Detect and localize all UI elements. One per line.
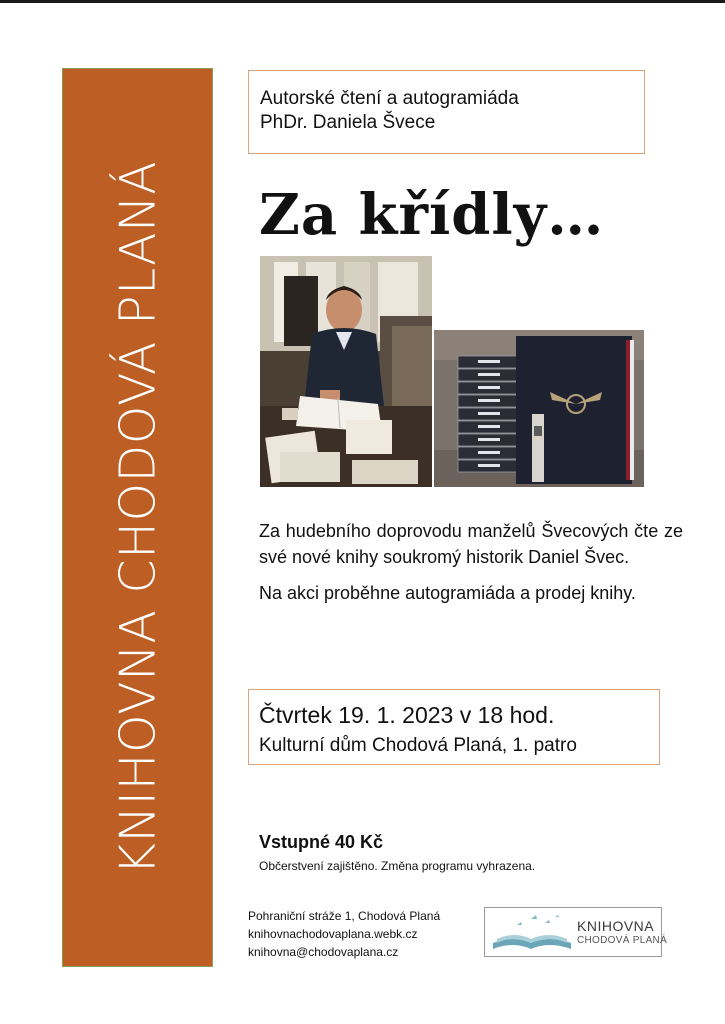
books-photo — [434, 330, 644, 487]
description-paragraph-sale: Na akci proběhne autogramiáda a prodej knihy. — [259, 583, 636, 603]
event-date-time: Čtvrtek 19. 1. 2023 v 18 hod. — [259, 702, 555, 728]
book-title: Za křídly… — [259, 182, 605, 248]
event-type-line: Autorské čtení a autogramiáda — [260, 88, 519, 109]
open-book-icon — [487, 909, 577, 957]
event-type-box — [248, 70, 645, 154]
description-paragraph: Za hudebního doprovodu manželů Švecových čte ze své nové knihy soukromý historik Daniel Švec. — [259, 521, 683, 567]
books-photo-illustration — [434, 330, 644, 487]
program-note: Občerstvení zajištěno. Změna programu vyhrazena. — [259, 859, 536, 873]
contact-email[interactable]: knihovna@chodovaplana.cz — [248, 945, 399, 959]
admission-fee: Vstupné 40 Kč — [259, 832, 384, 852]
author-photo — [260, 256, 432, 487]
logo-text-town: CHODOVÁ PLANÁ — [577, 935, 668, 946]
logo-text-library: KNIHOVNA — [577, 918, 655, 934]
event-description — [259, 518, 683, 606]
author-photo-illustration — [260, 256, 432, 487]
contact-website[interactable]: knihovnachodovaplana.webk.cz — [248, 927, 418, 941]
contact-address: Pohraniční stráže 1, Chodová Planá — [248, 909, 441, 923]
side-banner-text: KNIHOVNA CHODOVÁ PLANÁ — [109, 160, 166, 875]
library-logo — [484, 907, 668, 957]
contact-info — [248, 907, 440, 961]
author-name: PhDr. Daniela Švece — [260, 112, 436, 133]
top-border — [0, 0, 725, 3]
event-place: Kulturní dům Chodová Planá, 1. patro — [259, 735, 577, 756]
event-details-box — [248, 689, 660, 765]
side-banner — [62, 68, 213, 967]
